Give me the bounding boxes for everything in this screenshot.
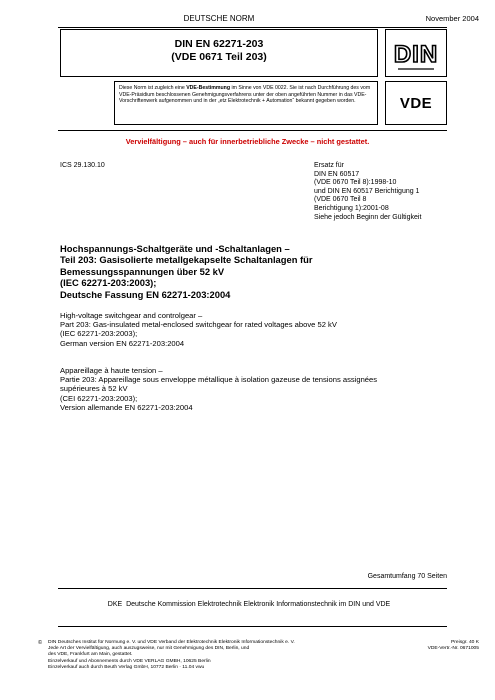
dke-top-rule [58,588,447,589]
french-title [60,366,377,412]
notice-bold: VDE-Bestimmung [186,85,230,91]
din-logo-icon [386,30,446,76]
replacement-line: (VDE 0670 Teil 8):1998-10 [314,179,397,187]
notice-rule [58,130,447,131]
copyright-line: DIN Deutsches Institut für Normung e. V. und VDE Verband der Elektrotechnik Elektronik Informationstechnik e. V. [48,640,295,645]
standard-number: DIN EN 62271-203 [174,38,264,50]
copyright-notice [48,640,390,671]
price-group: Preisgr. 40 K [451,640,479,645]
french-title-line: (CEI 62271-203:2003); [60,393,138,403]
copyright-line: des VDE, Frankfurt am Main, gestattet. [48,652,133,658]
replacement-line: DIN EN 60517 [314,170,360,178]
dke-full-name: Deutsche Kommission Elektrotechnik Elektronik Informationstechnik im DIN und VDE [126,601,391,608]
english-title-line: Part 203: Gas-insulated metal-enclosed switchgear for rated voltages above 52 kV [60,320,337,330]
copyright-symbol: © [38,640,43,646]
english-title [60,311,337,348]
german-title-line: Teil 203: Gasisolierte metallgekapselte Schaltanlagen für [60,254,313,266]
english-title-line: (IEC 62271-203:2003); [60,329,138,339]
replacement-line: Berichtigung 1):2001-08 [314,204,389,212]
publication-date: November 2004 [425,14,479,23]
german-title-line: Hochspannungs-Schaltgeräte und -Schaltanlagen – [60,243,290,254]
french-title-line: Version allemande EN 62271-203:2004 [60,402,193,412]
german-title-line: (IEC 62271-203:2003); [60,277,157,289]
din-logo-text: DIN [393,41,439,68]
notice-part2: im Sinne von VDE 0022. Sie ist nach Durchführung des vom VDE-Präsidium beschlossenen Genehmigungsverfahrens unter der oben angeführten Nummer in das VDE-Vorschriftenwerk aufgenommen und in der „etz Elektrotechnik + Automation“ bekannt gegeben worden. [119,85,371,105]
replacement-line: Siehe jedoch Beginn der Gültigkeit [314,213,422,221]
german-title-line: Deutsche Fassung EN 62271-203:2004 [60,288,231,300]
french-title-line: supérieures à 52 kV [60,384,128,394]
german-title-line: Bemessungsspannungen über 52 kV [60,265,225,277]
reproduction-warning: Vervielfältigung – auch für innerbetriebliche Zwecke – nicht gestattet. [125,137,370,146]
total-pages: Gesamtumfang 70 Seiten [367,573,447,580]
vde-notice [114,81,378,125]
norm-type-label: DEUTSCHE NORM [183,14,255,23]
vde-order-number: VDE-Vertr.-Nr. 0671005 [427,646,479,652]
din-logo [385,29,447,77]
replacement-note [314,162,421,222]
copyright-line: Jede Art der Vervielfältigung, auch auszugsweise, nur mit Genehmigung des DIN, Berlin, und [48,646,250,652]
header-rule [58,27,447,28]
dke-committee [60,601,438,608]
dke-abbreviation: DKE [107,601,123,608]
standard-number-box [60,29,378,77]
copyright-line: Einzelverkauf auch durch Beuth Verlag GmbH, 10772 Berlin · 11.04 vwu [48,664,205,670]
vde-logo [385,81,447,125]
footer-rule [58,626,447,627]
english-title-line: German version EN 62271-203:2004 [60,338,185,348]
ics-code: ICS 29.130.10 [60,162,105,169]
notice-part1: Diese Norm ist zugleich eine [119,85,187,91]
replacement-line: und DIN EN 60517 Berichtigung 1 [314,187,420,195]
english-title-line: High-voltage switchgear and controlgear – [60,311,203,320]
copyright-line: Einzelverkauf und Abonnements durch VDE VERLAG GMBH, 10625 Berlin [48,658,211,664]
replacement-line: Ersatz für [314,162,344,169]
french-title-line: Appareillage à haute tension – [60,366,163,375]
replacement-line: (VDE 0670 Teil 8 [314,196,367,204]
vde-logo-text: VDE [399,94,433,112]
french-title-line: Partie 203: Appareillage sous enveloppe métallique à isolation gazeuse de tensions assignées [60,375,378,385]
vde-classification: (VDE 0671 Teil 203) [171,51,267,63]
german-title [60,243,313,300]
price-info [428,640,479,652]
